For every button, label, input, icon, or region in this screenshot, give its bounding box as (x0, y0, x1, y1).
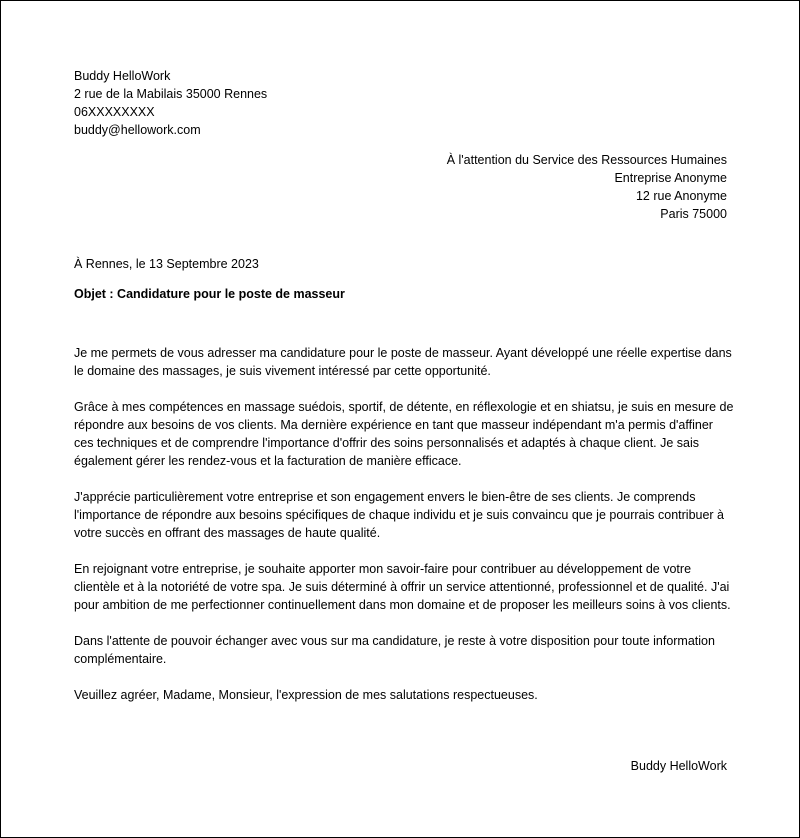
signature: Buddy HelloWork (630, 759, 727, 773)
recipient-street: 12 rue Anonyme (635, 189, 727, 203)
sender-block (74, 67, 267, 139)
body-paragraph: En rejoignant votre entreprise, je souhaite apporter mon savoir-faire pour contribuer au développement de votre clientèle et à la notoriété de votre spa. Je suis déterminé à offrir un service attentionné, professionnel et de qualité. J'ai pour ambition de me perfectionner continuellement dans mon domaine et de proposer les meilleurs soins à vos clients. (74, 562, 731, 612)
sender-name: Buddy HelloWork (74, 69, 171, 83)
sender-address: 2 rue de la Mabilais 35000 Rennes (74, 87, 268, 101)
subject-line: Objet : Candidature pour le poste de masseur (74, 287, 345, 301)
body-paragraph: J'apprécie particulièrement votre entreprise et son engagement envers le bien-être de ses clients. Je comprends l'importance de répondre aux besoins spécifiques de chaque individu et je suis convaincu que je pourrais contribuer à votre succès en offrant des massages de haute qualité. (74, 490, 725, 540)
recipient-company: Entreprise Anonyme (614, 171, 727, 185)
body-paragraph: Dans l'attente de pouvoir échanger avec vous sur ma candidature, je reste à votre disposition pour toute information complémentaire. (74, 634, 715, 666)
letter-body (74, 344, 734, 722)
body-paragraph: Je me permets de vous adresser ma candidature pour le poste de masseur. Ayant développé une réelle expertise dans le domaine des massages, je suis vivement intéressé par cette opportunité. (74, 346, 732, 378)
closing-paragraph: Veuillez agréer, Madame, Monsieur, l'expression de mes salutations respectueuses. (74, 688, 538, 702)
recipient-city: Paris 75000 (660, 207, 727, 221)
recipient-attention: À l'attention du Service des Ressources Humaines (446, 153, 727, 167)
sender-phone: 06XXXXXXXX (74, 105, 155, 119)
date-line: À Rennes, le 13 Septembre 2023 (74, 257, 259, 271)
sender-email: buddy@hellowork.com (74, 123, 201, 137)
body-paragraph: Grâce à mes compétences en massage suédois, sportif, de détente, en réflexologie et en shiatsu, je suis en mesure de répondre aux besoins de vos clients. Ma dernière expérience en tant que masseur indépendant m'a permis d'affiner ces techniques et de comprendre l'importance d'offrir des soins personnalisés et adaptés à chaque client. Je sais également gérer les rendez-vous et la facturation de manière efficace. (74, 400, 734, 468)
recipient-block (447, 151, 727, 223)
